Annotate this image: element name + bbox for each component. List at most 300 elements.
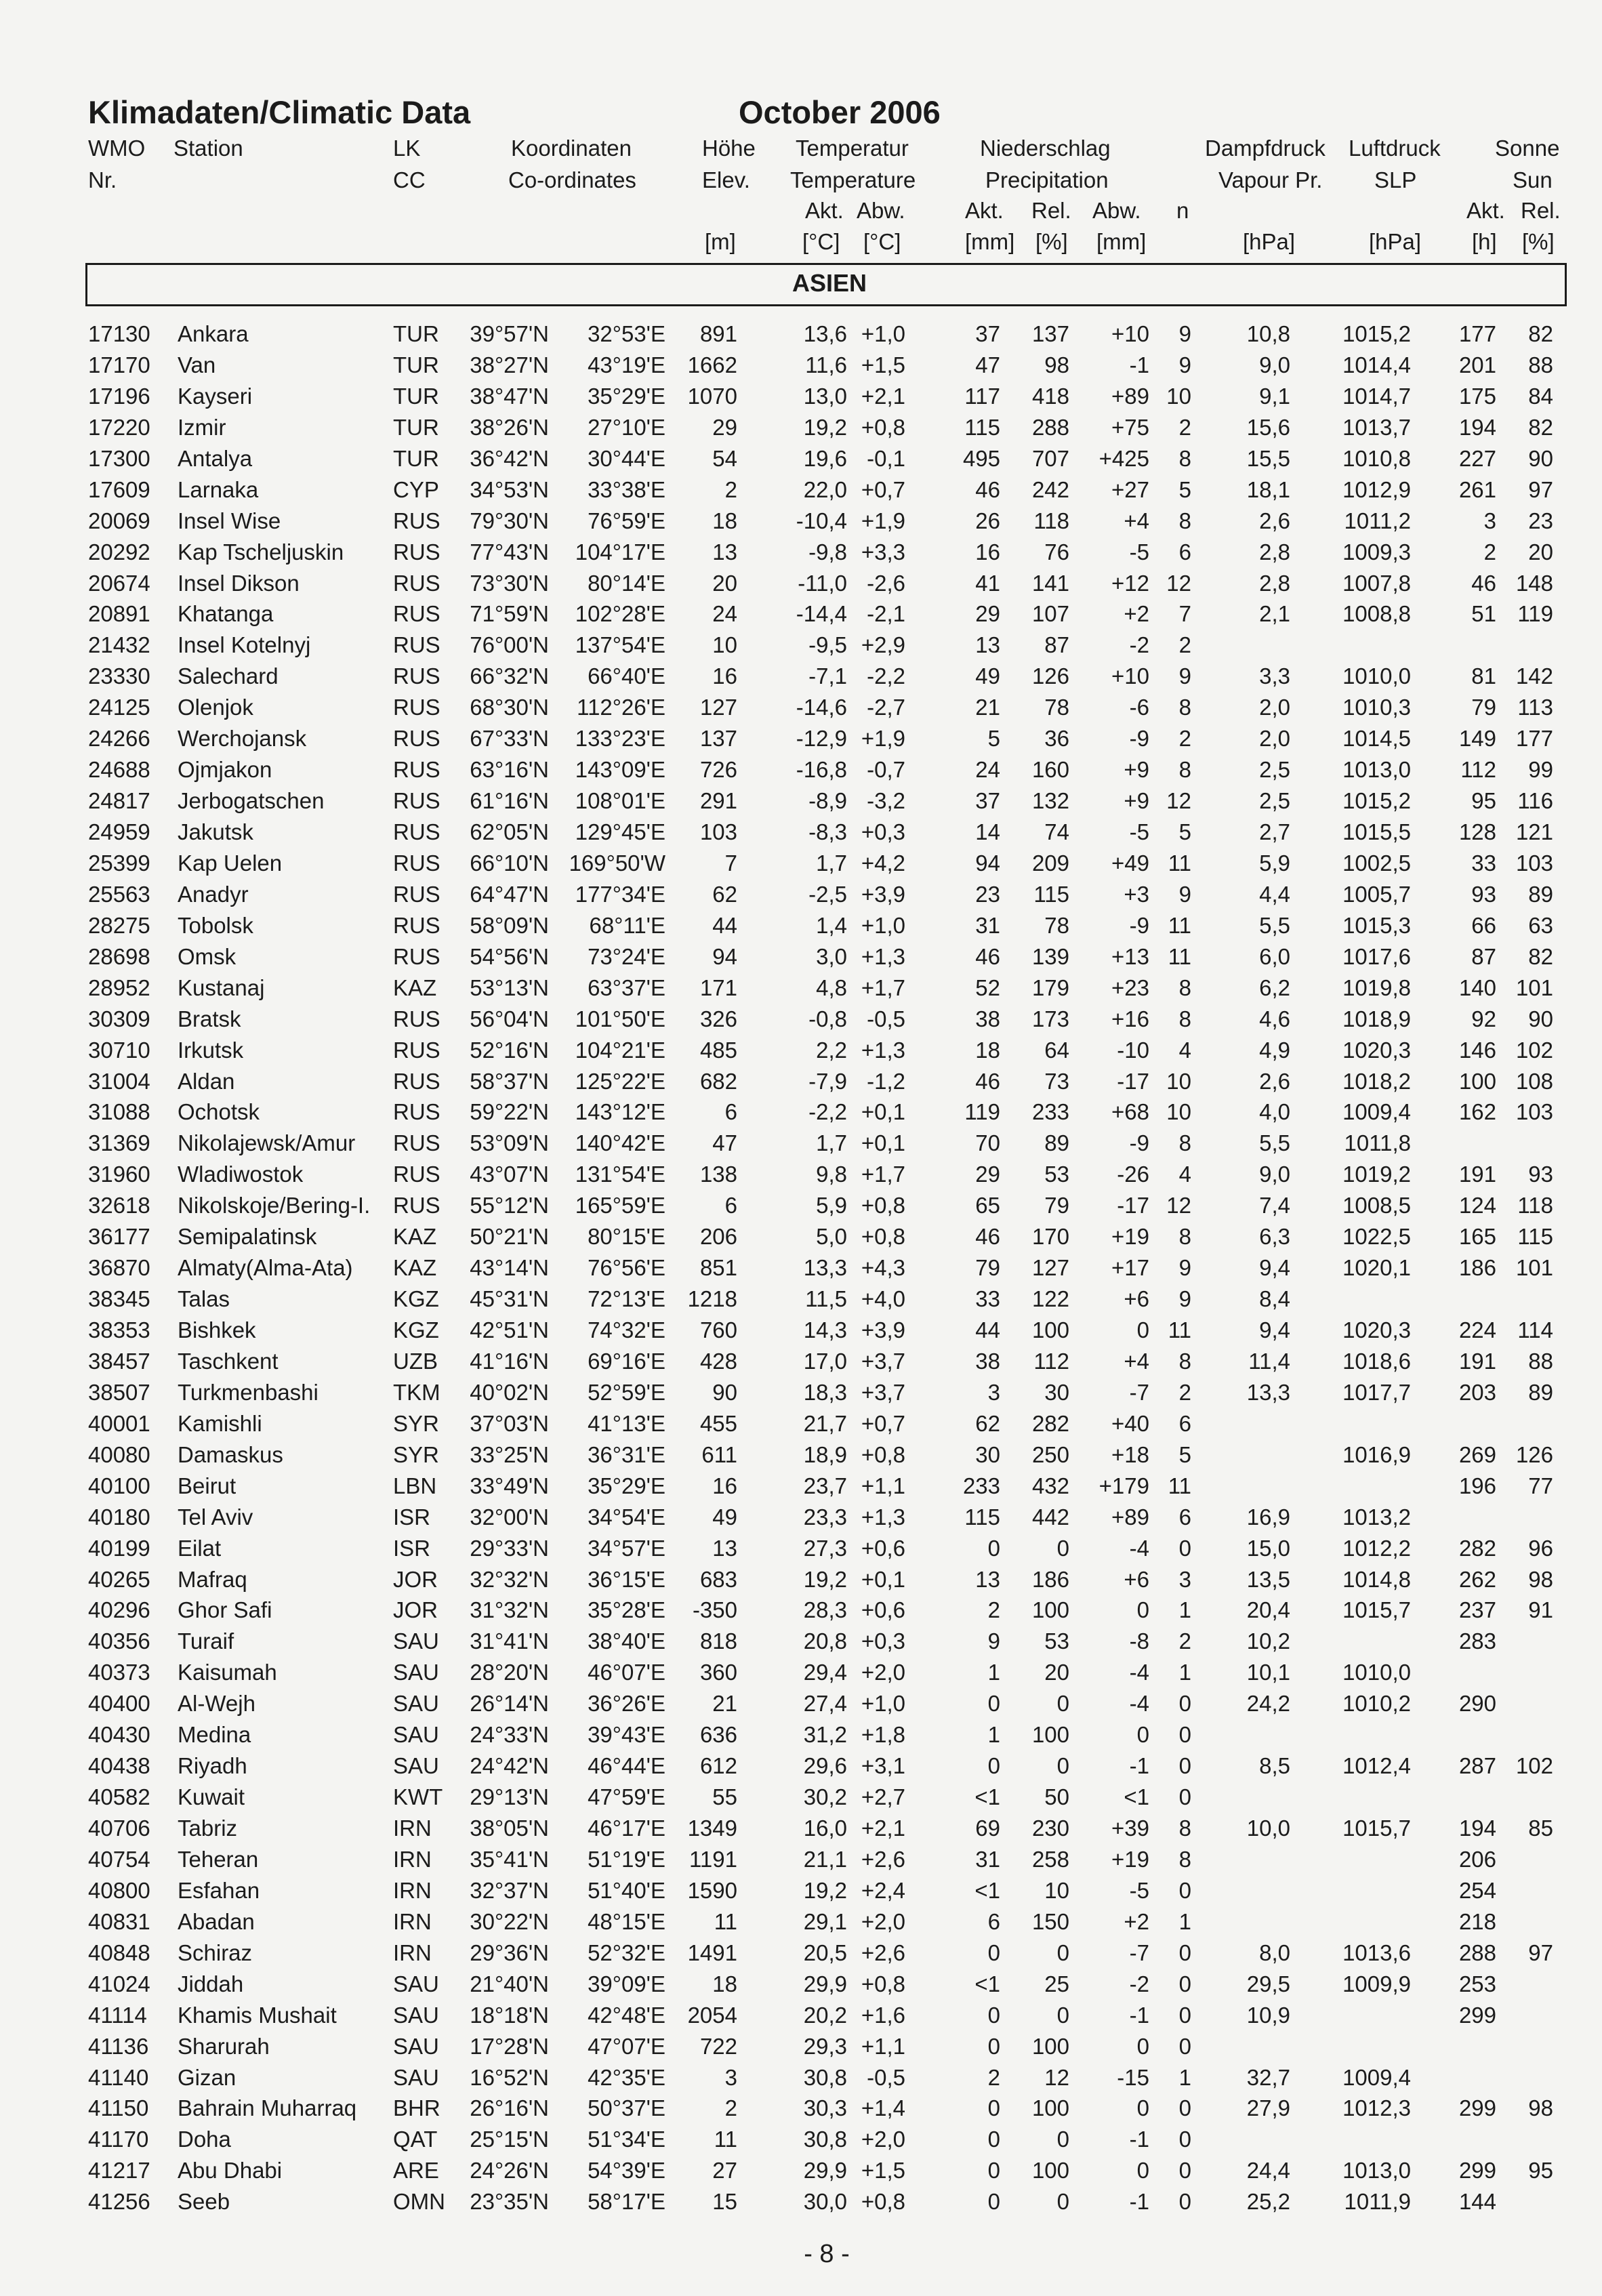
- header-precip-akt: Akt.: [965, 198, 1004, 223]
- cell-latitude: 24°26'N: [470, 2158, 549, 2184]
- cell-vapour: 2,1: [1259, 601, 1290, 627]
- cell-precip-abw: -17: [1117, 1193, 1149, 1218]
- cell-station: Semipalatinsk: [178, 1224, 317, 1250]
- cell-longitude: 143°12'E: [575, 1099, 665, 1125]
- cell-elevation: 455: [699, 1410, 737, 1436]
- cell-station: Damaskus: [178, 1441, 283, 1467]
- cell-longitude: 51°19'E: [588, 1846, 665, 1872]
- header-precip-akt-unit: [mm]: [965, 229, 1015, 254]
- cell-temp-abw: +1,9: [861, 508, 905, 533]
- cell-precip-akt: 0: [987, 2127, 1000, 2152]
- cell-longitude: 74°32'E: [588, 1317, 665, 1342]
- cell-country: OMN: [393, 2189, 445, 2215]
- cell-station: Beirut: [178, 1473, 237, 1498]
- cell-sun-rel: 88: [1528, 1348, 1553, 1374]
- cell-slp: 1013,0: [1342, 757, 1411, 783]
- cell-temp-akt: -2,2: [808, 1099, 847, 1125]
- cell-latitude: 26°16'N: [470, 2095, 549, 2121]
- cell-temp-abw: +3,3: [861, 539, 905, 565]
- cell-longitude: 32°53'E: [588, 321, 665, 346]
- cell-slp: 1022,5: [1342, 1224, 1411, 1250]
- cell-station: Bishkek: [178, 1317, 256, 1342]
- cell-longitude: 47°59'E: [588, 1784, 665, 1810]
- table-row: [0, 1035, 1602, 1066]
- cell-slp: 1013,0: [1342, 2158, 1411, 2184]
- cell-station: Anadyr: [178, 881, 249, 907]
- cell-slp: 1014,7: [1342, 383, 1411, 409]
- cell-country: RUS: [393, 1193, 440, 1218]
- cell-wmo: 20674: [88, 570, 150, 596]
- cell-vapour: 13,3: [1246, 1379, 1290, 1405]
- cell-wmo: 17196: [88, 383, 150, 409]
- cell-precip-abw: +19: [1111, 1224, 1149, 1250]
- cell-latitude: 45°31'N: [470, 1286, 549, 1312]
- cell-slp: 1011,9: [1344, 2189, 1411, 2215]
- table-row: [0, 1813, 1602, 1844]
- cell-slp: 1012,3: [1342, 2095, 1411, 2121]
- cell-vapour: 32,7: [1246, 2064, 1290, 2090]
- cell-precip-abw: +10: [1111, 663, 1149, 689]
- cell-wmo: 40400: [88, 1691, 150, 1717]
- table-row: [0, 1969, 1602, 2000]
- cell-elevation: 726: [699, 757, 737, 783]
- cell-precip-n: 5: [1178, 819, 1191, 844]
- cell-sun-rel: 95: [1528, 2158, 1553, 2184]
- cell-country: RUS: [393, 695, 440, 720]
- cell-temp-akt: 13,6: [803, 321, 847, 346]
- cell-vapour: 4,9: [1259, 1037, 1290, 1063]
- cell-sun-akt: 140: [1458, 975, 1496, 1000]
- cell-precip-rel: 242: [1031, 476, 1069, 502]
- cell-elevation: 13: [712, 1535, 737, 1561]
- cell-station: Irkutsk: [178, 1037, 244, 1063]
- cell-wmo: 38507: [88, 1379, 150, 1405]
- cell-station: Olenjok: [178, 695, 253, 720]
- cell-precip-n: 0: [1178, 2095, 1191, 2121]
- cell-wmo: 31088: [88, 1099, 150, 1125]
- cell-country: RUS: [393, 850, 440, 876]
- cell-elevation: 818: [699, 1628, 737, 1654]
- cell-vapour: 2,8: [1259, 539, 1290, 565]
- cell-latitude: 59°22'N: [470, 1099, 549, 1125]
- cell-vapour: 3,3: [1259, 663, 1290, 689]
- cell-temp-abw: +0,7: [861, 1410, 905, 1436]
- cell-sun-rel: 98: [1528, 2095, 1553, 2121]
- cell-latitude: 76°00'N: [470, 632, 549, 658]
- table-row: [0, 1284, 1602, 1315]
- cell-longitude: 51°34'E: [588, 2127, 665, 2152]
- cell-country: ISR: [393, 1535, 431, 1561]
- cell-temp-abw: +3,7: [861, 1348, 905, 1374]
- cell-wmo: 41136: [88, 2033, 149, 2059]
- cell-elevation: 11: [714, 1908, 737, 1934]
- cell-temp-akt: 30,8: [803, 2127, 847, 2152]
- cell-elevation: 137: [699, 726, 737, 752]
- table-row: [0, 1626, 1602, 1657]
- cell-country: SAU: [393, 1722, 439, 1748]
- cell-slp: 1015,2: [1342, 788, 1411, 814]
- cell-temp-abw: -3,2: [867, 788, 905, 814]
- table-row: [0, 1221, 1602, 1252]
- cell-temp-akt: 31,2: [803, 1722, 847, 1748]
- cell-temp-akt: 29,9: [803, 2158, 847, 2184]
- table-row: [0, 1782, 1602, 1813]
- header-temp-akt-unit: [°C]: [802, 229, 840, 254]
- cell-vapour: 15,5: [1246, 445, 1290, 471]
- cell-temp-abw: +0,8: [861, 1224, 905, 1250]
- cell-precip-rel: 442: [1031, 1504, 1069, 1530]
- cell-latitude: 29°13'N: [470, 1784, 549, 1810]
- cell-precip-n: 10: [1166, 383, 1191, 409]
- cell-station: Kuwait: [178, 1784, 245, 1810]
- cell-precip-akt: 38: [975, 1348, 1000, 1374]
- header-slp: SLP: [1374, 167, 1417, 192]
- cell-precip-akt: 33: [975, 1286, 1000, 1312]
- cell-precip-abw: -4: [1129, 1660, 1149, 1685]
- cell-wmo: 24959: [88, 819, 150, 844]
- cell-sun-rel: 96: [1528, 1535, 1553, 1561]
- cell-station: Talas: [178, 1286, 230, 1312]
- table-row: [0, 1346, 1602, 1377]
- cell-slp: 1008,8: [1342, 601, 1411, 627]
- cell-temp-akt: 23,3: [803, 1504, 847, 1530]
- cell-latitude: 24°33'N: [470, 1722, 549, 1748]
- cell-country: RUS: [393, 539, 440, 565]
- cell-sun-akt: 92: [1471, 1006, 1496, 1031]
- cell-elevation: 360: [699, 1660, 737, 1685]
- cell-latitude: 33°49'N: [470, 1473, 549, 1498]
- cell-precip-akt: 31: [975, 1846, 1000, 1872]
- cell-sun-rel: 82: [1528, 321, 1553, 346]
- cell-slp: 1014,8: [1342, 1566, 1411, 1592]
- cell-temp-akt: 29,4: [803, 1660, 847, 1685]
- cell-longitude: 43°19'E: [588, 352, 665, 377]
- cell-temp-abw: -0,5: [867, 1006, 905, 1031]
- cell-precip-akt: 18: [975, 1037, 1000, 1063]
- cell-vapour: 8,0: [1259, 1940, 1290, 1965]
- cell-temp-abw: +1,6: [861, 2002, 905, 2028]
- header-precip-rel: Rel.: [1031, 198, 1071, 223]
- cell-elevation: 682: [699, 1068, 737, 1094]
- cell-precip-abw: -15: [1117, 2064, 1149, 2090]
- cell-latitude: 54°56'N: [470, 943, 549, 969]
- cell-latitude: 53°13'N: [470, 975, 549, 1000]
- header-hoehe: Höhe: [702, 136, 756, 161]
- cell-precip-abw: +19: [1111, 1846, 1149, 1872]
- cell-latitude: 24°42'N: [470, 1753, 549, 1779]
- cell-country: SAU: [393, 1691, 439, 1717]
- cell-precip-n: 2: [1178, 726, 1191, 752]
- cell-precip-n: 0: [1178, 2002, 1191, 2028]
- cell-precip-n: 11: [1168, 1317, 1191, 1342]
- cell-wmo: 25399: [88, 850, 150, 876]
- cell-precip-n: 1: [1178, 2064, 1191, 2090]
- cell-country: UZB: [393, 1348, 438, 1374]
- cell-precip-akt: 2: [987, 1597, 1000, 1623]
- cell-sun-rel: 102: [1515, 1753, 1553, 1779]
- cell-wmo: 40265: [88, 1566, 150, 1592]
- cell-wmo: 20891: [88, 601, 150, 627]
- cell-slp: 1011,8: [1344, 1130, 1411, 1156]
- cell-station: Bratsk: [178, 1006, 241, 1031]
- cell-elevation: 44: [712, 912, 737, 938]
- table-row: [0, 506, 1602, 537]
- cell-precip-rel: 707: [1031, 445, 1069, 471]
- cell-precip-rel: 115: [1033, 881, 1069, 907]
- cell-elevation: 1191: [689, 1846, 737, 1872]
- cell-longitude: 36°15'E: [588, 1566, 665, 1592]
- cell-temp-akt: -0,8: [808, 1006, 847, 1031]
- header-elev: Elev.: [702, 167, 750, 192]
- cell-vapour: 4,6: [1259, 1006, 1290, 1031]
- cell-vapour: 8,5: [1259, 1753, 1290, 1779]
- cell-vapour: 13,5: [1246, 1566, 1290, 1592]
- cell-sun-akt: 237: [1458, 1597, 1496, 1623]
- cell-temp-abw: +1,3: [861, 943, 905, 969]
- cell-precip-akt: 46: [975, 1068, 1000, 1094]
- cell-sun-akt: 290: [1458, 1691, 1496, 1717]
- cell-sun-rel: 88: [1528, 352, 1553, 377]
- cell-elevation: 485: [699, 1037, 737, 1063]
- header-sun-akt: Akt.: [1466, 198, 1505, 223]
- cell-vapour: 9,0: [1259, 352, 1290, 377]
- cell-latitude: 43°14'N: [470, 1255, 549, 1281]
- cell-longitude: 42°35'E: [588, 2064, 665, 2090]
- header-sonne: Sonne: [1495, 136, 1560, 161]
- cell-precip-abw: +23: [1111, 975, 1149, 1000]
- cell-sun-rel: 113: [1517, 695, 1553, 720]
- table-row: [0, 2155, 1602, 2186]
- cell-country: SAU: [393, 2002, 439, 2028]
- cell-precip-abw: +27: [1111, 476, 1149, 502]
- table-row: [0, 537, 1602, 568]
- cell-sun-rel: 142: [1515, 663, 1553, 689]
- cell-elevation: 24: [712, 601, 737, 627]
- cell-country: RUS: [393, 757, 440, 783]
- cell-temp-abw: -0,7: [867, 757, 905, 783]
- cell-precip-rel: 139: [1031, 943, 1069, 969]
- cell-precip-akt: 6: [987, 1908, 1000, 1934]
- cell-temp-akt: 30,3: [803, 2095, 847, 2121]
- cell-longitude: 27°10'E: [588, 414, 665, 440]
- cell-precip-rel: 418: [1031, 383, 1069, 409]
- cell-country: RUS: [393, 1037, 440, 1063]
- cell-sun-rel: 114: [1517, 1317, 1553, 1342]
- cell-sun-akt: 254: [1458, 1877, 1496, 1903]
- cell-elevation: 326: [699, 1006, 737, 1031]
- cell-wmo: 40001: [88, 1410, 150, 1436]
- cell-vapour: 9,0: [1259, 1162, 1290, 1187]
- cell-vapour: 15,0: [1246, 1535, 1290, 1561]
- cell-sun-akt: 81: [1471, 663, 1496, 689]
- cell-station: Mafraq: [178, 1566, 247, 1592]
- cell-country: RUS: [393, 1006, 440, 1031]
- cell-elevation: 7: [724, 850, 737, 876]
- cell-temp-akt: 22,0: [803, 476, 847, 502]
- table-row: [0, 443, 1602, 474]
- cell-longitude: 140°42'E: [575, 1130, 665, 1156]
- table-row: [0, 1066, 1602, 1097]
- cell-elevation: 90: [712, 1379, 737, 1405]
- cell-vapour: 8,4: [1259, 1286, 1290, 1312]
- cell-longitude: 42°48'E: [588, 2002, 665, 2028]
- cell-elevation: 722: [699, 2033, 737, 2059]
- page-title: Klimadaten/Climatic Data: [88, 94, 471, 130]
- cell-country: RUS: [393, 819, 440, 844]
- cell-precip-rel: 173: [1031, 1006, 1069, 1031]
- cell-precip-n: 4: [1178, 1162, 1191, 1187]
- cell-precip-rel: 30: [1044, 1379, 1069, 1405]
- cell-latitude: 43°07'N: [470, 1162, 549, 1187]
- cell-sun-rel: 108: [1515, 1068, 1553, 1094]
- cell-precip-akt: 23: [975, 881, 1000, 907]
- cell-precip-abw: -7: [1129, 1379, 1149, 1405]
- table-row: [0, 2186, 1602, 2217]
- cell-sun-akt: 149: [1458, 726, 1496, 752]
- cell-temp-abw: +4,2: [861, 850, 905, 876]
- cell-country: RUS: [393, 601, 440, 627]
- cell-temp-abw: +0,3: [861, 1628, 905, 1654]
- cell-temp-abw: +3,7: [861, 1379, 905, 1405]
- header-sun: Sun: [1513, 167, 1553, 192]
- cell-precip-n: 11: [1168, 1473, 1191, 1498]
- cell-precip-akt: 47: [975, 352, 1000, 377]
- cell-latitude: 68°30'N: [470, 695, 549, 720]
- cell-sun-akt: 288: [1458, 1940, 1496, 1965]
- cell-precip-abw: +9: [1124, 788, 1149, 814]
- cell-country: RUS: [393, 1162, 440, 1187]
- cell-vapour: 2,6: [1259, 508, 1290, 533]
- cell-longitude: 165°59'E: [575, 1193, 665, 1218]
- cell-temp-akt: -11,0: [798, 570, 847, 596]
- table-row: [0, 381, 1602, 412]
- table-row: [0, 1159, 1602, 1190]
- cell-precip-n: 0: [1178, 1784, 1191, 1810]
- cell-precip-abw: -9: [1129, 912, 1149, 938]
- table-row: [0, 1004, 1602, 1035]
- cell-precip-akt: 14: [975, 819, 1000, 844]
- cell-latitude: 42°51'N: [470, 1317, 549, 1342]
- cell-precip-n: 8: [1178, 1846, 1191, 1872]
- cell-elevation: 10: [712, 632, 737, 658]
- cell-elevation: 2: [724, 476, 737, 502]
- cell-precip-n: 0: [1178, 1940, 1191, 1965]
- cell-temp-abw: +1,3: [861, 1504, 905, 1530]
- cell-vapour: 6,2: [1259, 975, 1290, 1000]
- cell-country: BHR: [393, 2095, 440, 2121]
- table-row: [0, 1875, 1602, 1906]
- cell-temp-akt: 29,9: [803, 1971, 847, 1996]
- cell-latitude: 32°32'N: [470, 1566, 549, 1592]
- cell-wmo: 36870: [88, 1255, 150, 1281]
- cell-wmo: 38457: [88, 1348, 150, 1374]
- cell-precip-akt: 0: [987, 2158, 1000, 2184]
- cell-sun-akt: 299: [1458, 2158, 1496, 2184]
- cell-temp-abw: +2,0: [861, 1908, 905, 1934]
- cell-precip-akt: 0: [987, 2002, 1000, 2028]
- cell-precip-abw: 0: [1136, 2033, 1149, 2059]
- cell-temp-akt: 17,0: [803, 1348, 847, 1374]
- cell-precip-akt: 0: [987, 1753, 1000, 1779]
- cell-precip-akt: 46: [975, 476, 1000, 502]
- cell-longitude: 68°11'E: [589, 912, 665, 938]
- cell-vapour: 27,9: [1246, 2095, 1290, 2121]
- cell-precip-akt: 46: [975, 943, 1000, 969]
- cell-precip-akt: 13: [975, 632, 1000, 658]
- cell-sun-akt: 112: [1460, 757, 1496, 783]
- cell-vapour: 2,5: [1259, 788, 1290, 814]
- cell-country: RUS: [393, 570, 440, 596]
- cell-precip-n: 8: [1178, 1130, 1191, 1156]
- table-row: [0, 1439, 1602, 1471]
- cell-precip-n: 10: [1166, 1068, 1191, 1094]
- cell-temp-abw: +2,0: [861, 1660, 905, 1685]
- cell-precip-rel: 107: [1031, 601, 1069, 627]
- cell-precip-rel: 10: [1044, 1877, 1069, 1903]
- cell-latitude: 39°57'N: [470, 321, 549, 346]
- header-coordinates: Co-ordinates: [508, 167, 636, 192]
- cell-sun-rel: 177: [1515, 726, 1553, 752]
- cell-country: SAU: [393, 1753, 439, 1779]
- cell-precip-n: 9: [1178, 1255, 1191, 1281]
- cell-station: Wladiwostok: [178, 1162, 304, 1187]
- table-row: [0, 630, 1602, 661]
- cell-temp-akt: 29,3: [803, 2033, 847, 2059]
- cell-precip-akt: 69: [975, 1816, 1000, 1841]
- cell-precip-akt: 52: [975, 975, 1000, 1000]
- cell-elevation: 1662: [687, 352, 737, 377]
- cell-latitude: 38°26'N: [470, 414, 549, 440]
- cell-sun-rel: 103: [1515, 850, 1553, 876]
- cell-elevation: 291: [699, 788, 737, 814]
- cell-precip-akt: 119: [964, 1099, 1000, 1125]
- cell-country: KAZ: [393, 975, 437, 1000]
- cell-elevation: 15: [712, 2189, 737, 2215]
- cell-precip-akt: 0: [987, 1940, 1000, 1965]
- cell-station: Salechard: [178, 663, 279, 689]
- cell-temp-abw: +2,0: [861, 2127, 905, 2152]
- cell-precip-rel: 132: [1031, 788, 1069, 814]
- cell-vapour: 10,1: [1246, 1660, 1290, 1685]
- cell-country: RUS: [393, 881, 440, 907]
- cell-precip-rel: 160: [1031, 757, 1069, 783]
- cell-latitude: 63°16'N: [470, 757, 549, 783]
- cell-vapour: 10,8: [1246, 321, 1290, 346]
- table-row: [0, 692, 1602, 723]
- header-sun-rel: Rel.: [1521, 198, 1561, 223]
- cell-sun-akt: 224: [1458, 1317, 1496, 1342]
- cell-precip-n: 12: [1166, 1193, 1191, 1218]
- cell-wmo: 17220: [88, 414, 150, 440]
- cell-temp-akt: 30,0: [803, 2189, 847, 2215]
- cell-sun-akt: 162: [1458, 1099, 1496, 1125]
- cell-temp-abw: +1,1: [861, 2033, 905, 2059]
- cell-sun-rel: 119: [1517, 601, 1553, 627]
- cell-precip-akt: 46: [975, 1224, 1000, 1250]
- cell-precip-abw: +12: [1111, 570, 1149, 596]
- cell-station: Insel Kotelnyj: [178, 632, 311, 658]
- cell-station: Kayseri: [178, 383, 253, 409]
- cell-precip-abw: +179: [1098, 1473, 1149, 1498]
- table-row: [0, 1190, 1602, 1221]
- cell-longitude: 46°44'E: [588, 1753, 665, 1779]
- cell-longitude: 133°23'E: [575, 726, 665, 752]
- cell-slp: 1020,1: [1342, 1255, 1411, 1281]
- cell-sun-akt: 175: [1458, 383, 1496, 409]
- cell-precip-n: 0: [1178, 2033, 1191, 2059]
- cell-temp-abw: +2,1: [861, 1816, 905, 1841]
- cell-precip-abw: +40: [1111, 1410, 1149, 1436]
